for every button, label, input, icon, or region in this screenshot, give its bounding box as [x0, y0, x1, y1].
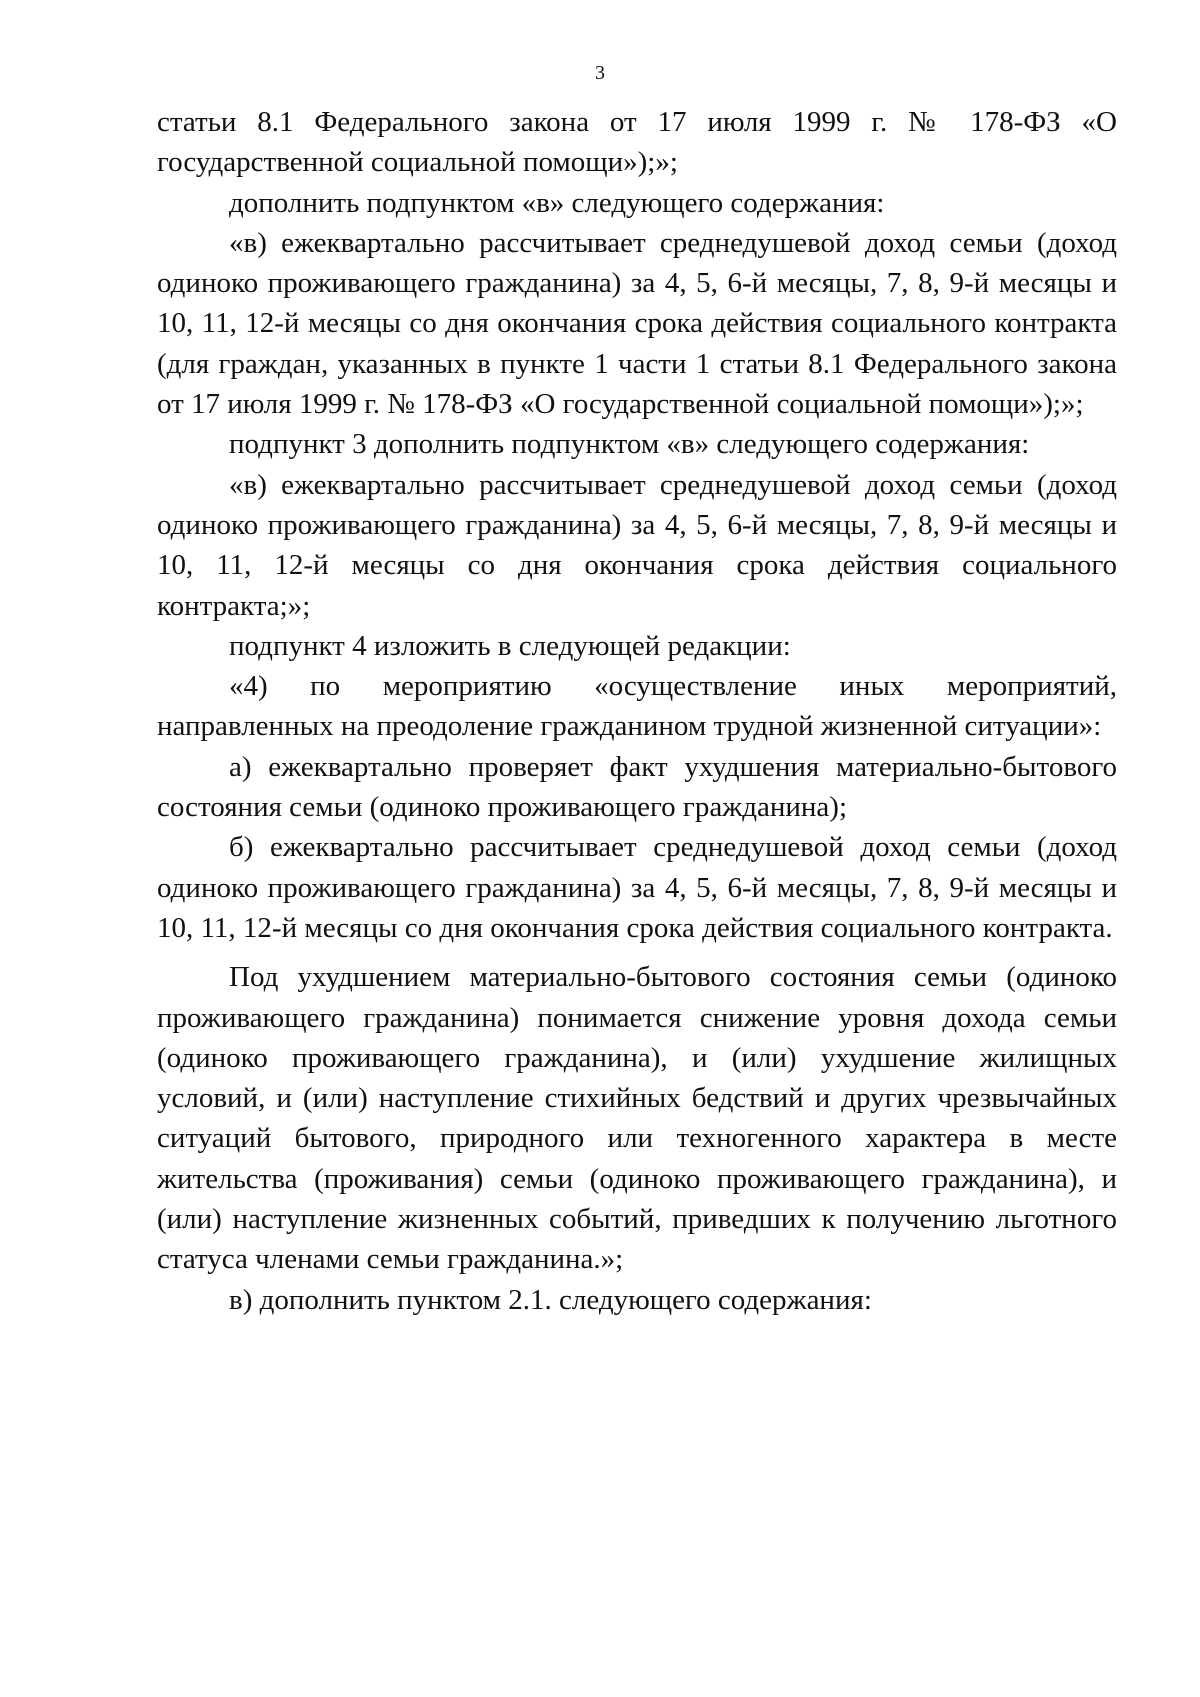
paragraph-item-b: б) ежеквартально рассчитывает среднедушевой доход семьи (доход одиноко проживающего гражданина) за 4, 5, 6-й месяцы, 7, 8, 9-й месяцы и 10, 11, 12-й месяцы со дня окончания срока действия социального контракта. [157, 831, 1117, 944]
paragraph-deterioration-definition: Под ухудшением материально-бытового состояния семьи (одиноко проживающего гражданина) понимается снижение уровня дохода семьи (одиноко проживающего гражданина), и (или) ухудшение жилищных условий, и (или) наступление стихийных бедствий и других чрезвычайных ситуаций бытового, природного или техногенного характера в месте жительства (проживания) семьи (одиноко проживающего гражданина), и (или) наступление жизненных событий, приведших к получению льготного статуса членами семьи гражданина.»; [157, 961, 1117, 1276]
paragraph-add-subitem-v: дополнить подпунктом «в» следующего содержания: [229, 186, 885, 219]
paragraph-subitem-4-text: «4) по мероприятию «осуществление иных мероприятий, направленных на преодоление гражданином трудной жизненной ситуации»: [157, 670, 1117, 743]
paragraph-item-a: а) ежеквартально проверяет факт ухудшения материально-бытового состояния семьи (одиноко проживающего гражданина); [157, 750, 1117, 824]
paragraph-item-v-add-2-1: в) дополнить пунктом 2.1. следующего содержания: [229, 1283, 872, 1316]
page-number: 3 [595, 62, 605, 84]
paragraph-subitem-3-add: подпункт 3 дополнить подпунктом «в» следующего содержания: [229, 428, 1030, 461]
paragraph-law-reference: статьи 8.1 Федерального закона от 17 июля 1999 г. № 178-ФЗ «О государственной социальной помощи»);»; [157, 106, 1117, 179]
paragraph-subitem-v-income: «в) ежеквартально рассчитывает среднедушевой доход семьи (доход одиноко проживающего гражданина) за 4, 5, 6-й месяцы, 7, 8, 9-й месяцы и 10, 11, 12-й месяцы со дня окончания срока действия социального контракта (для граждан, указанных в пункте 1 части 1 статьи 8.1 Федерального закона от 17 июля 1999 г. № 178-ФЗ «О государственной социальной помощи»);»; [157, 226, 1117, 421]
paragraph-subitem-4-edit: подпункт 4 изложить в следующей редакции: [229, 629, 791, 662]
document-body [157, 102, 1117, 1320]
paragraph-subitem-v-contract: «в) ежеквартально рассчитывает среднедушевой доход семьи (доход одиноко проживающего гражданина) за 4, 5, 6-й месяцы, 7, 8, 9-й месяцы и 10, 11, 12-й месяцы со дня окончания срока действия социального контракта;»; [157, 468, 1117, 622]
